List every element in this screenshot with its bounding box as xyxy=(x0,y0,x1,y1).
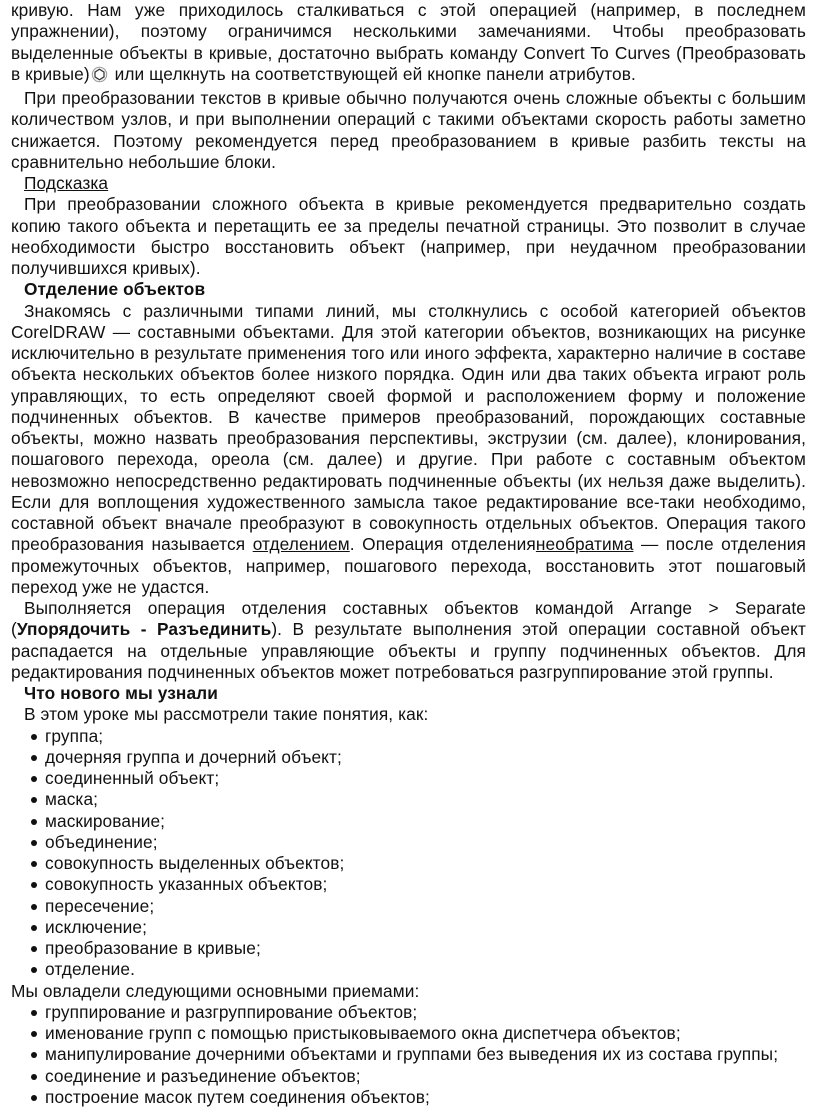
paragraph-compound-objects: Знакомясь с различными типами линий, мы столкнулись с особой категорией объектов CorelDRAW — составными объектами. Для этой категории объектов, возникающих на рисунке исключительно в результате применения того или иного эффекта, характерно наличие в составе объекта нескольких объектов более низкого порядка. Один или два таких объекта играют роль управляющих, то есть определяют своей формой и расположением форму и положение подчиненных объектов. В качестве примеров преобразований, порождающих составные объекты, можно назвать преобразования перспективы, экструзии (см. далее), клонирования, пошагового перехода, ореола (см. далее) и другие. При работе с составным объектом невозможно непосредственно редактировать подчиненные объекты (их нельзя даже выделить). Если для воплощения художественного замысла такое редактирование все-таки необходимо, составной объект вначале преобразуют в совокупность отдельных объектов. Операция такого преобразования называется отделением. Операция отделениянеобратима — после отделения промежуточных объектов, например, пошагового перехода, восстановить этот пошаговый переход уже не удастся. xyxy=(11,300,806,597)
command-name: Упорядочить - Разъединить xyxy=(16,619,272,640)
paragraph-hint: При преобразовании сложного объекта в кривые рекомендуется предварительно создать копию такого объекта и перетащить ее за пределы печатной страницы. Это позволит в случае необходимости быстро восстановить объект (например, при неудачном преобразовании получившихся кривых). xyxy=(11,194,806,278)
list-item: группирование и разгруппирование объектов; xyxy=(30,1002,806,1023)
concepts-list xyxy=(11,726,806,981)
term-separation: отделением xyxy=(252,534,350,555)
list-item: исключение; xyxy=(30,917,806,938)
techniques-list xyxy=(11,1002,806,1108)
list-item: объединение; xyxy=(30,832,806,853)
concepts-intro: В этом уроке мы рассмотрели такие понятия, как: xyxy=(24,704,429,725)
list-item: преобразование в кривые; xyxy=(30,938,806,959)
list-item: маска; xyxy=(30,789,806,810)
techniques-intro: Мы овладели следующими основными приемами: xyxy=(11,980,420,1001)
list-item: именование групп с помощью пристыковываемого окна диспетчера объектов; xyxy=(30,1023,806,1044)
list-item: соединенный объект; xyxy=(30,768,806,789)
section-heading-separation: Отделение объектов xyxy=(24,279,206,300)
list-item: маскирование; xyxy=(30,811,806,832)
term-irreversible: необратима xyxy=(535,534,634,555)
list-item: совокупность выделенных объектов; xyxy=(30,853,806,874)
paragraph-separate-command: Выполняется операция отделения составных объектов командой Arrange > Separate (Упорядочить - Разъединить). В результате выполнения этой операции составной объект распадается на отдельные управляющие объекты и группу подчиненных объектов. Для редактирования подчиненных объектов может потребоваться разгруппирование этой группы. xyxy=(11,598,806,682)
list-item: манипулирование дочерними объектами и группами без выведения их из состава группы; xyxy=(30,1044,806,1065)
paragraph-convert-to-curves: кривую. Нам уже приходилось сталкиваться с этой операцией (например, в последнем упражнении), поэтому ограничимся несколькими замечаниями. Чтобы преобразовать выделенные объекты в кривые, достаточно выбрать команду Convert To Curves (Преобразовать в кривые) или щелкнуть на соответствующей ей кнопке панели атрибутов. xyxy=(11,0,806,88)
list-item: совокупность указанных объектов; xyxy=(30,874,806,895)
list-item: отделение. xyxy=(30,959,806,980)
section-heading-summary: Что нового мы узнали xyxy=(24,683,218,703)
paragraph-text-curves: При преобразовании текстов в кривые обычно получаются очень сложные объекты с большим количеством узлов, и при выполнении операций с такими объектами скорость работы заметно снижается. Поэтому рекомендуется перед преобразованием в кривые разбить тексты на сравнительно небольшие блоки. xyxy=(11,88,806,172)
list-item: построение масок путем соединения объектов; xyxy=(30,1087,806,1108)
list-item: дочерняя группа и дочерний объект; xyxy=(30,747,806,768)
list-item: пересечение; xyxy=(30,896,806,917)
list-item: группа; xyxy=(30,726,806,747)
convert-to-curves-icon xyxy=(91,66,108,88)
hint-label: Подсказка xyxy=(24,173,109,193)
list-item: соединение и разъединение объектов; xyxy=(30,1066,806,1087)
